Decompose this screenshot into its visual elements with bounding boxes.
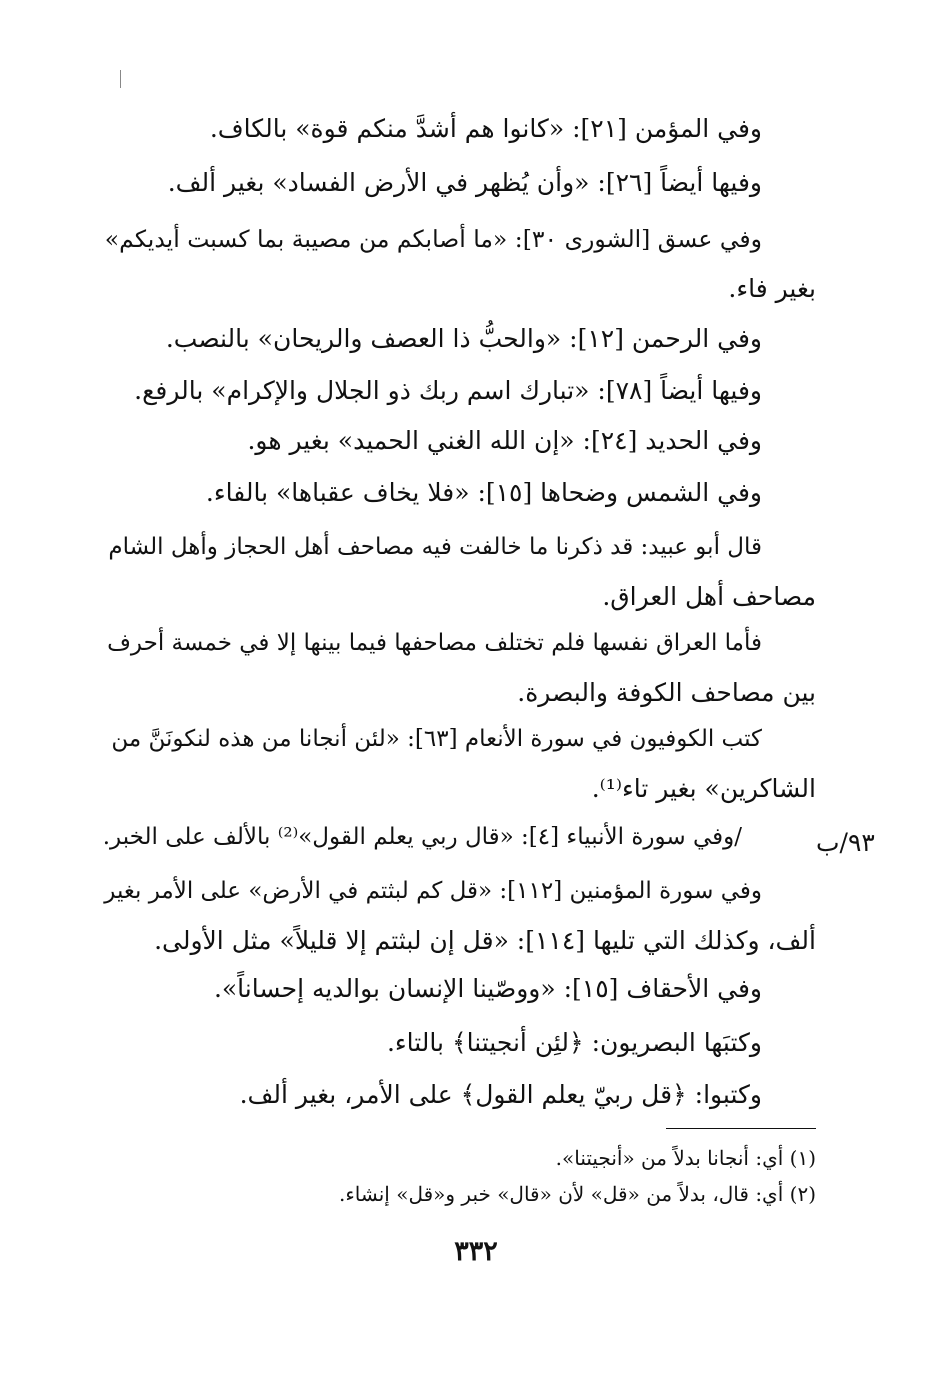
text-line-2: وفيها أيضاً [٢٦]: «وأن يُظهر في الأرض الفساد» بغير ألف. xyxy=(167,168,762,197)
text-line-10: مصاحف أهل العراق. xyxy=(602,582,816,611)
text-line-16: وفي سورة المؤمنين [١١٢]: «قل كم لبثتم في الأرض» على الأمر بغير xyxy=(104,878,762,904)
text-line-20: وكتبوا: ﴿قل ربيّ يعلم القول﴾ على الأمر، بغير ألف. xyxy=(239,1080,762,1109)
text-line-7: وفي الحديد [٢٤]: «إن الله الغني الحميد» بغير هو. xyxy=(247,426,762,455)
text-line-6: وفيها أيضاً [٧٨]: «تبارك اسم ربك ذو الجلال والإكرام» بالرفع. xyxy=(134,376,762,405)
text-line-5: وفي الرحمن [١٢]: «والحبُّ ذا العصف والريحان» بالنصب. xyxy=(165,324,762,353)
text-line-12: بين مصاحف الكوفة والبصرة. xyxy=(517,678,816,707)
text-line-1: وفي المؤمن [٢١]: «كانوا هم أشدَّ منكم قوة» بالكاف. xyxy=(209,114,762,143)
text-line-19: وكتبَها البصريون: ﴿لئِن أنجيتنا﴾ بالتاء. xyxy=(386,1028,762,1057)
text-line-17: ألف، وكذلك التي تليها [١١٤]: «قل إن لبثتم إلا قليلاً» مثل الأولى. xyxy=(154,926,816,955)
page-number: ٣٣٢ xyxy=(454,1236,498,1267)
text-line-11: فأما العراق نفسها فلم تختلف مصاحفها فيما بينها إلا في خمسة أحرف xyxy=(107,630,762,656)
text-line-8: وفي الشمس وضحاها [١٥]: «فلا يخاف عقباها» بالفاء. xyxy=(205,478,762,507)
footnote-2: (٢) أي: قال، بدلاً من «قل» لأن «قال» خبر و«قل» إنشاء. xyxy=(339,1182,816,1206)
scan-mark xyxy=(120,70,121,88)
footnote-1: (١) أي: أنجانا بدلاً من «أنجيتنا». xyxy=(555,1146,816,1170)
text-line-3: وفي عسق [الشورى ٣٠]: «ما أصابكم من مصيبة بما كسبت أيديكم» xyxy=(104,225,762,253)
text-line-13: كتب الكوفيون في سورة الأنعام [٦٣]: «لئن أنجانا من هذه لنكونَنَّ من xyxy=(111,726,762,752)
text-line-9: قال أبو عبيد: قد ذكرنا ما خالفت فيه مصاحف أهل الحجاز وأهل الشام xyxy=(108,534,762,560)
text-line-4: بغير فاء. xyxy=(728,274,816,303)
footnote-separator xyxy=(666,1128,816,1129)
text-line-18: وفي الأحقاف [١٥]: «ووصّينا الإنسان بوالديه إحساناً». xyxy=(213,974,762,1003)
text-line-14: الشاكرين» بغير تاء⁽¹⁾. xyxy=(591,774,816,803)
text-line-15: /وفي سورة الأنبياء [٤]: «قال ربي يعلم القول»⁽²⁾ بالألف على الخبر. xyxy=(102,824,742,850)
margin-note: ٩٣/ب xyxy=(816,828,875,857)
